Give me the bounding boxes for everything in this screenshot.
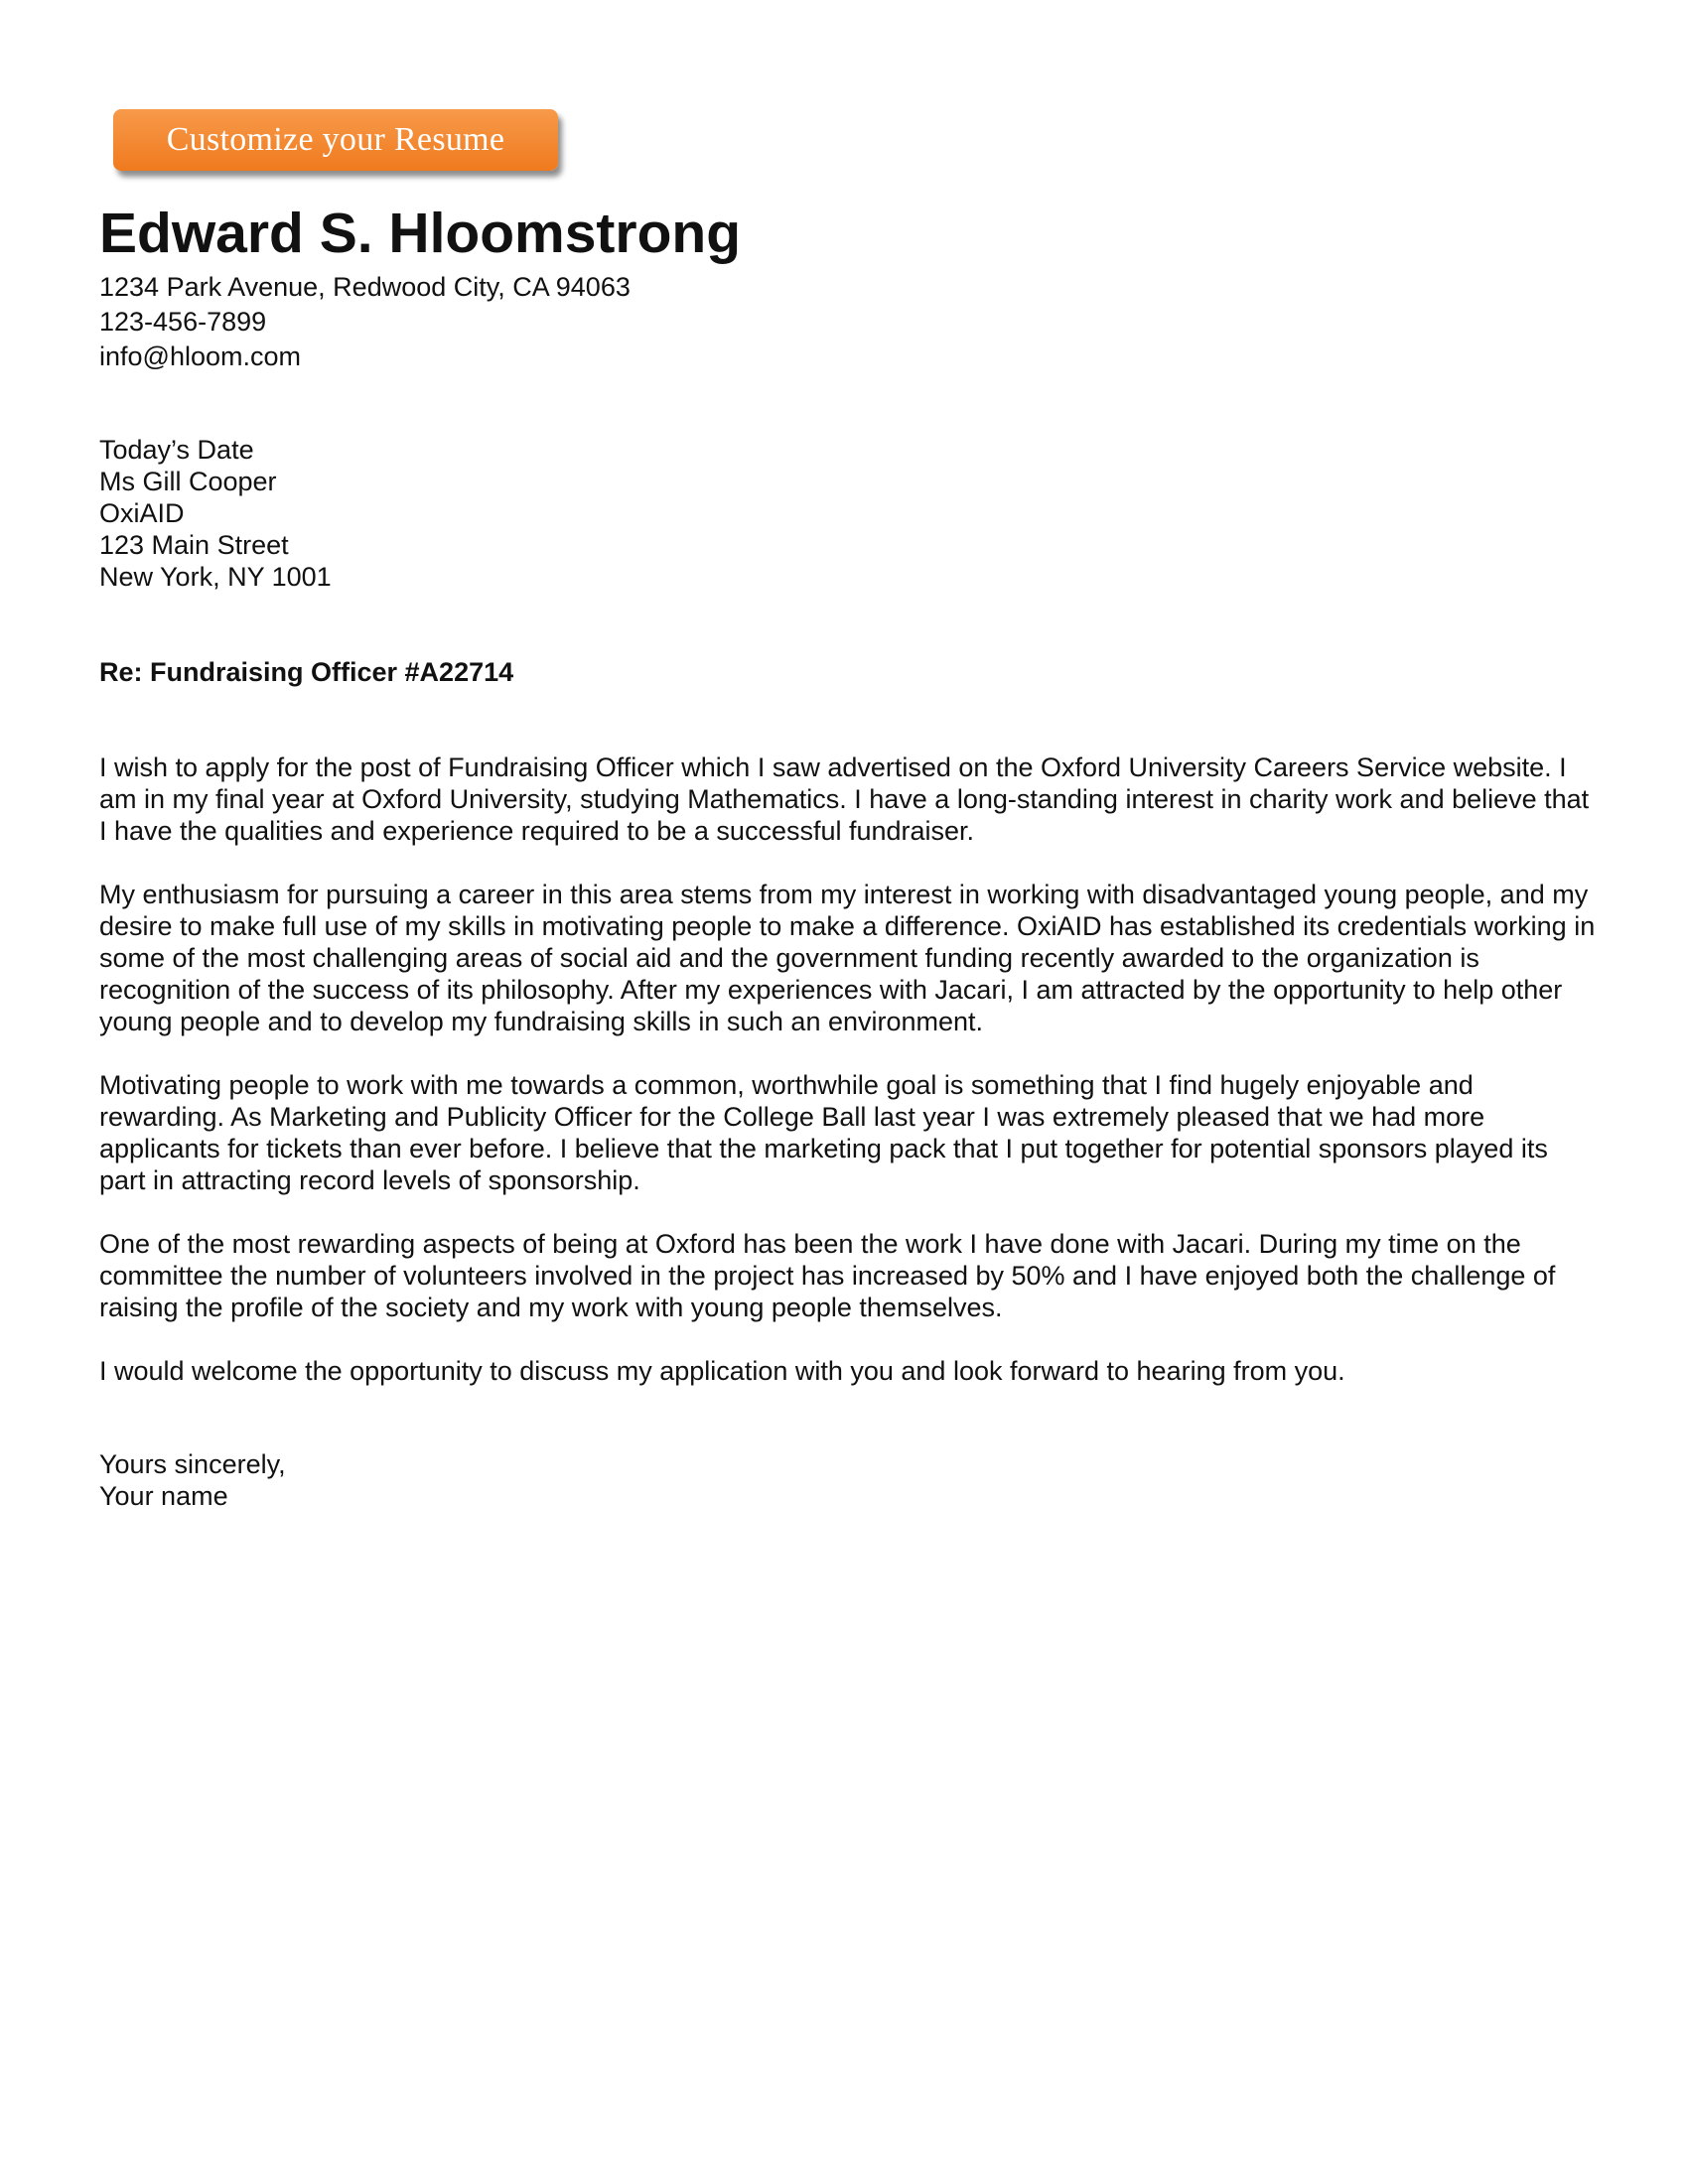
closing-salutation: Yours sincerely, [99, 1449, 286, 1479]
sender-name: Edward S. Hloomstrong [99, 202, 742, 265]
recipient-block [99, 434, 332, 593]
closing-signature: Your name [99, 1481, 228, 1511]
closing-block [99, 1448, 286, 1512]
body-paragraph: I would welcome the opportunity to discuss my application with you and look forward to hearing from you. [99, 1356, 1345, 1386]
sender-email: info@hloom.com [99, 341, 301, 371]
body-paragraph: My enthusiasm for pursuing a career in this area stems from my interest in working with disadvantaged young people, and my desire to make full use of my skills in motivating people to make a difference. OxiAID has established its credentials working in some of the most challenging areas of social aid and the government funding recently awarded to the organization is recognition of the success of its philosophy. After my experiences with Jacari, I am attracted by the opportunity to help other young people and to develop my fundraising skills in such an environment. [99, 880, 1596, 1036]
sender-phone: 123-456-7899 [99, 307, 267, 337]
letter-date: Today’s Date [99, 435, 254, 465]
sender-contact [99, 270, 631, 374]
recipient-city: New York, NY 1001 [99, 562, 332, 592]
subject-line: Re: Fundraising Officer #A22714 [99, 657, 514, 687]
letter-body [99, 751, 1599, 1419]
body-paragraph: Motivating people to work with me towards a common, worthwhile goal is something that I find hugely enjoyable and rewarding. As Marketing and Publicity Officer for the College Ball last year I was extremely pleased that we had more applicants for tickets than ever before. I believe that the marketing pack that I put together for potential sponsors played its part in attracting record levels of sponsorship. [99, 1070, 1548, 1195]
sender-address: 1234 Park Avenue, Redwood City, CA 94063 [99, 272, 631, 302]
customize-resume-button[interactable]: Customize your Resume [113, 109, 558, 171]
recipient-name: Ms Gill Cooper [99, 467, 277, 496]
body-paragraph: One of the most rewarding aspects of being at Oxford has been the work I have done with Jacari. During my time on the committee the number of volunteers involved in the project has increased by 50% and I have enjoyed both the challenge of raising the profile of the society and my work with young people themselves. [99, 1229, 1556, 1322]
recipient-street: 123 Main Street [99, 530, 289, 560]
body-paragraph: I wish to apply for the post of Fundraising Officer which I saw advertised on the Oxford University Careers Service website. I am in my final year at Oxford University, studying Mathematics. I have a long-standing interest in charity work and believe that I have the qualities and experience required to be a successful fundraiser. [99, 752, 1590, 846]
recipient-company: OxiAID [99, 498, 185, 528]
